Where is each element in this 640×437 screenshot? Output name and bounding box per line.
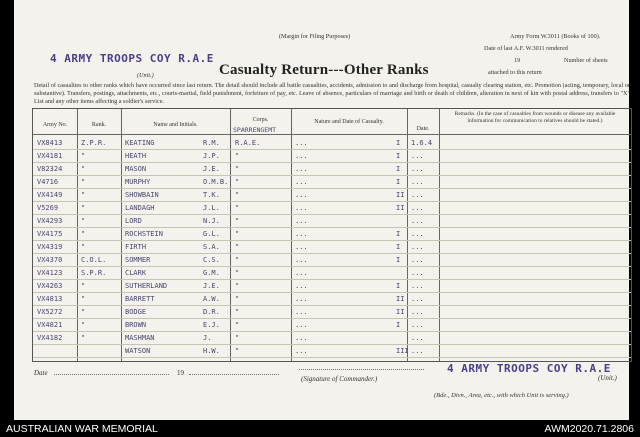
caption-left: AUSTRALIAN WAR MEMORIAL: [6, 423, 158, 435]
table-cell-init: R.M.: [203, 139, 220, 147]
table-cell-date: ...: [411, 308, 424, 316]
casualty-table: [32, 108, 632, 362]
table-cell-nature: ...: [295, 269, 308, 277]
table-cell-nature: ...: [295, 204, 308, 212]
table-cell-init: J.L.: [203, 204, 220, 212]
table-cell-init: T.K.: [203, 191, 220, 199]
table-cell-init: J.P.: [203, 152, 220, 160]
table-cell-date: ...: [411, 204, 424, 212]
table-cell-rank: Z.P.R.: [81, 139, 107, 147]
table-cell-date: ...: [411, 282, 424, 290]
table-cell-no: VX4149: [37, 191, 63, 199]
table-cell-corps: ": [235, 204, 240, 212]
table-cell-mark: I: [396, 321, 401, 329]
form-sheet: [14, 0, 629, 420]
table-cell-rank: ": [81, 178, 86, 186]
row-rule: [33, 175, 631, 176]
table-cell-name: BODGE: [125, 308, 147, 316]
table-cell-no: VX4263: [37, 282, 63, 290]
row-rule: [33, 149, 631, 150]
table-cell-rank: ": [81, 204, 86, 212]
table-cell-rank: ": [81, 217, 86, 225]
row-rule: [33, 266, 631, 267]
col-divider: [407, 109, 408, 361]
table-cell-mark: II: [396, 308, 405, 316]
table-cell-no: VX4182: [37, 334, 63, 342]
table-cell-rank: ": [81, 191, 86, 199]
table-cell-mark: II: [396, 295, 405, 303]
table-cell-rank: ": [81, 243, 86, 251]
table-cell-name: LANDAGH: [125, 204, 155, 212]
row-rule: [33, 253, 631, 254]
table-cell-name: BROWN: [125, 321, 147, 329]
table-cell-no: VX8413: [37, 139, 63, 147]
table-cell-no: V4716: [37, 178, 59, 186]
table-cell-rank: ": [81, 230, 86, 238]
table-cell-corps: ": [235, 178, 240, 186]
table-cell-date: ...: [411, 230, 424, 238]
table-cell-date: ...: [411, 191, 424, 199]
bde-label: (Bde., Divn., Area, etc., with which Unit is serving.): [434, 392, 569, 399]
table-cell-nature: ...: [295, 334, 308, 342]
table-cell-mark: III: [396, 347, 409, 355]
table-cell-init: E.J.: [203, 321, 220, 329]
table-cell-date: ...: [411, 334, 424, 342]
table-cell-rank: ": [81, 295, 86, 303]
table-cell-init: S.A.: [203, 243, 220, 251]
table-cell-mark: I: [396, 152, 401, 160]
table-cell-name: ROCHSTEIN: [125, 230, 163, 238]
table-cell-init: D.R.: [203, 308, 220, 316]
table-cell-no: V82324: [37, 165, 63, 173]
table-cell-no: VX4175: [37, 230, 63, 238]
table-cell-no: V5269: [37, 204, 59, 212]
table-cell-mark: I: [396, 230, 401, 238]
table-cell-init: C.S.: [203, 256, 220, 264]
table-cell-mark: I: [396, 243, 401, 251]
table-cell-no: VX4813: [37, 295, 63, 303]
header-corps: Corps.: [252, 117, 269, 123]
table-cell-mark: I: [396, 256, 401, 264]
sheets-label: Number of sheets: [564, 57, 608, 64]
table-cell-no: VX4293: [37, 217, 63, 225]
margin-note: (Margin for Filing Purposes): [279, 33, 351, 40]
header-rule: [33, 134, 631, 135]
table-cell-corps: ": [235, 230, 240, 238]
table-cell-init: H.W.: [203, 347, 220, 355]
row-rule: [33, 162, 631, 163]
row-rule: [33, 227, 631, 228]
table-cell-nature: ...: [295, 152, 308, 160]
table-cell-init: N.J.: [203, 217, 220, 225]
table-cell-corps: ": [235, 282, 240, 290]
table-cell-nature: ...: [295, 165, 308, 173]
caption-bar: [0, 422, 640, 437]
unit-stamp: 4 ARMY TROOPS COY R.A.E: [50, 52, 214, 65]
signature-line: [299, 369, 424, 370]
row-rule: [33, 292, 631, 293]
col-divider: [291, 109, 292, 361]
table-cell-corps: ": [235, 334, 240, 342]
table-cell-corps: ": [235, 321, 240, 329]
table-cell-rank: C.O.L.: [81, 256, 107, 264]
header-rank: Rank.: [91, 122, 107, 128]
table-cell-init: O.M.B.: [203, 178, 229, 186]
table-cell-no: VX4123: [37, 269, 63, 277]
table-cell-date: ...: [411, 295, 424, 303]
table-cell-date: ...: [411, 152, 424, 160]
table-cell-no: VX5272: [37, 308, 63, 316]
table-cell-name: BARRETT: [125, 295, 155, 303]
table-cell-rank: ": [81, 308, 86, 316]
table-cell-init: J.E.: [203, 165, 220, 173]
table-cell-name: FIRTH: [125, 243, 147, 251]
table-cell-no: VX4821: [37, 321, 63, 329]
table-cell-no: VX4181: [37, 152, 63, 160]
header-remarks: Remarks. (In the case of casualties from wounds or disease any available information for communication to relatives should be stated.): [454, 111, 616, 124]
table-cell-rank: S.P.R.: [81, 269, 107, 277]
table-cell-name: LORD: [125, 217, 142, 225]
table-cell-nature: ...: [295, 230, 308, 238]
table-cell-corps: R.A.E.: [235, 139, 261, 147]
table-cell-corps: ": [235, 269, 240, 277]
table-cell-rank: ": [81, 165, 86, 173]
table-cell-name: SHOWBAIN: [125, 191, 159, 199]
table-cell-init: G.M.: [203, 269, 220, 277]
header-date: Date.: [416, 126, 430, 132]
corps-heading: SPARRENGEMT: [233, 126, 277, 134]
table-cell-corps: ": [235, 295, 240, 303]
table-cell-corps: ": [235, 165, 240, 173]
table-cell-init: J.: [203, 334, 212, 342]
table-cell-nature: ...: [295, 347, 308, 355]
year-prefix: 19: [514, 57, 521, 64]
table-cell-name: HEATH: [125, 152, 147, 160]
table-cell-name: MURPHY: [125, 178, 151, 186]
table-cell-rank: ": [81, 334, 86, 342]
table-cell-mark: I: [396, 165, 401, 173]
row-rule: [33, 240, 631, 241]
header-army-no: Army No.: [42, 122, 68, 128]
table-cell-nature: ...: [295, 282, 308, 290]
table-cell-corps: ": [235, 256, 240, 264]
table-cell-nature: ...: [295, 178, 308, 186]
table-cell-corps: ": [235, 217, 240, 225]
instructions: Detail of casualties to other ranks which have occurred since last return. The detail should include all battle casualties, accidents, admission to and discharge from hospital, casualty clearing station, etc. Promotion (acting, temporary, local or substantive). Transfers, postings, attachments, etc., courts-martial, field punishment, forfeiture of pay, etc. Leave of absence, particulars of marriage and birth or death of children, alteration in next of kin with postal address, transfers to "X" List and any other items affecting a soldier's service.: [34, 82, 630, 105]
table-cell-no: VX4370: [37, 256, 63, 264]
table-cell-nature: ...: [295, 308, 308, 316]
header-name: Name and Initials.: [153, 122, 198, 128]
row-rule: [33, 305, 631, 306]
table-cell-mark: I: [396, 139, 401, 147]
table-cell-mark: II: [396, 204, 405, 212]
table-cell-rank: ": [81, 152, 86, 160]
row-rule: [33, 344, 631, 345]
row-rule: [33, 188, 631, 189]
table-cell-init: A.W.: [203, 295, 220, 303]
footer-date-label: Date: [34, 369, 48, 377]
table-cell-date: ...: [411, 347, 424, 355]
col-divider: [121, 109, 122, 361]
signature-label: (Signature of Commander.): [301, 375, 378, 383]
table-cell-name: MASHMAN: [125, 334, 155, 342]
table-cell-name: WATSON: [125, 347, 151, 355]
table-cell-rank: ": [81, 282, 86, 290]
table-cell-nature: ...: [295, 243, 308, 251]
table-cell-date: ...: [411, 165, 424, 173]
table-cell-corps: ": [235, 308, 240, 316]
unit-label: (Unit.): [137, 72, 154, 79]
table-cell-corps: ": [235, 191, 240, 199]
row-rule: [33, 279, 631, 280]
table-cell-date: ...: [411, 321, 424, 329]
table-cell-corps: ": [235, 347, 240, 355]
date-line: [54, 374, 169, 375]
table-cell-corps: ": [235, 243, 240, 251]
table-cell-name: CLARK: [125, 269, 147, 277]
table-cell-mark: I: [396, 178, 401, 186]
row-rule: [33, 214, 631, 215]
row-rule: [33, 357, 631, 358]
table-cell-name: SUTHERLAND: [125, 282, 168, 290]
table-cell-date: ...: [411, 178, 424, 186]
footer-year: 19: [177, 369, 184, 377]
table-cell-name: MASON: [125, 165, 147, 173]
table-cell-date: 1.6.4: [411, 139, 433, 147]
table-cell-nature: ...: [295, 139, 308, 147]
table-cell-corps: ": [235, 152, 240, 160]
table-cell-mark: I: [396, 282, 401, 290]
form-number: Army Form W.3011 (Books of 100).: [510, 33, 601, 40]
table-cell-nature: ...: [295, 256, 308, 264]
table-cell-nature: ...: [295, 191, 308, 199]
table-cell-nature: ...: [295, 321, 308, 329]
row-rule: [33, 201, 631, 202]
table-cell-no: VX4319: [37, 243, 63, 251]
page-title: Casualty Return---Other Ranks: [219, 62, 429, 78]
last-return-label: Date of last A.F. W.3011 rendered: [484, 45, 568, 52]
attached-label: attached to this return: [488, 69, 542, 76]
table-cell-init: G.L.: [203, 230, 220, 238]
col-divider: [77, 109, 78, 361]
header-nature: Nature and Date of Casualty.: [314, 119, 384, 125]
table-cell-nature: ...: [295, 217, 308, 225]
year-line: [189, 374, 279, 375]
table-cell-nature: ...: [295, 295, 308, 303]
table-cell-name: SOMMER: [125, 256, 151, 264]
table-cell-init: J.E.: [203, 282, 220, 290]
table-cell-rank: ": [81, 321, 86, 329]
table-cell-date: ...: [411, 217, 424, 225]
footer-unit-label: (Unit.): [598, 374, 617, 382]
table-cell-mark: II: [396, 191, 405, 199]
table-cell-date: ...: [411, 256, 424, 264]
table-cell-date: ...: [411, 269, 424, 277]
row-rule: [33, 318, 631, 319]
row-rule: [33, 331, 631, 332]
caption-right: AWM2020.71.2806: [544, 423, 634, 435]
footer-unit-stamp: 4 ARMY TROOPS COY R.A.E: [447, 362, 611, 375]
col-divider: [439, 109, 440, 361]
table-cell-date: ...: [411, 243, 424, 251]
table-cell-name: KEATING: [125, 139, 155, 147]
col-divider: [230, 109, 231, 361]
